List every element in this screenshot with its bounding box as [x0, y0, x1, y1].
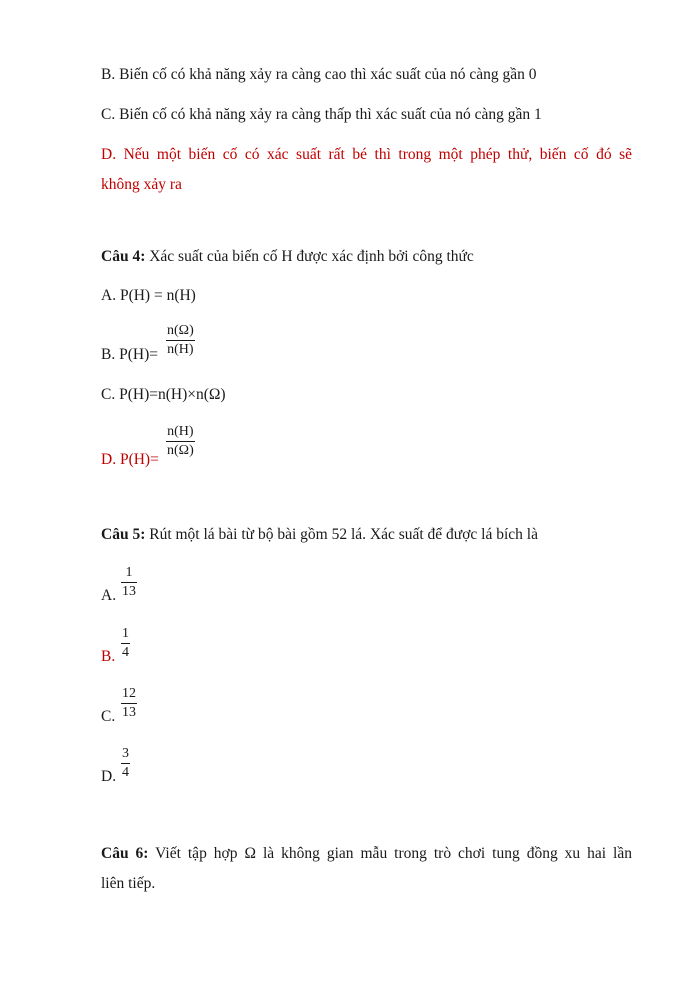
question-4-label: Câu 4:: [101, 248, 146, 265]
fraction-bar: [121, 703, 137, 704]
fraction-bar: [166, 441, 195, 442]
q5-option-d-fraction: [121, 746, 130, 781]
fraction-bar: [121, 763, 130, 764]
question-5-label: Câu 5:: [101, 526, 146, 543]
q5-option-b-fraction: [121, 626, 130, 661]
option-d-prev-line2: không xảy ra: [101, 176, 182, 193]
fraction-denominator: 4: [122, 645, 129, 660]
fraction-denominator: 13: [122, 584, 136, 599]
fraction-numerator: n(H): [167, 424, 194, 439]
q5-option-a-fraction: [121, 565, 137, 600]
fraction-bar: [166, 340, 195, 341]
q4-option-b-fraction: [166, 323, 195, 358]
question-5-text: Rút một lá bài từ bộ bài gồm 52 lá. Xác suất để được lá bích là: [145, 526, 538, 543]
question-5: [101, 526, 538, 544]
question-6-line1: [101, 845, 632, 863]
fraction-numerator: n(Ω): [167, 323, 194, 338]
q5-option-a-prefix: A.: [101, 587, 117, 604]
fraction-denominator: n(Ω): [167, 443, 194, 458]
fraction-numerator: 1: [122, 626, 129, 641]
fraction-numerator: 3: [122, 746, 129, 761]
q5-option-d-prefix: D.: [101, 768, 117, 785]
question-6-text: Viết tập hợp Ω là không gian mẫu trong trò chơi tung đồng xu hai lần: [148, 845, 632, 862]
question-6-label: Câu 6:: [101, 845, 149, 862]
q5-option-b-prefix: B.: [101, 648, 116, 665]
q5-option-c-fraction: [121, 686, 137, 721]
fraction-denominator: 13: [122, 705, 136, 720]
fraction-numerator: 12: [122, 686, 136, 701]
fraction-denominator: 4: [122, 765, 129, 780]
fraction-bar: [121, 582, 137, 583]
question-4: [101, 248, 474, 266]
q4-option-d-prefix: D. P(H)=: [101, 451, 159, 468]
q4-option-d-fraction: [166, 424, 195, 459]
q4-option-c: C. P(H)=n(H)×n(Ω): [101, 386, 226, 403]
fraction-numerator: 1: [125, 565, 133, 580]
option-d-prev-line1: D. Nếu một biến cố có xác suất rất bé thì trong một phép thử, biến cố đó sẽ: [101, 146, 632, 163]
option-c-prev: C. Biến cố có khả năng xảy ra càng thấp thì xác suất của nó càng gần 1: [101, 106, 542, 123]
q5-option-c-prefix: C.: [101, 708, 116, 725]
q4-option-a: A. P(H) = n(H): [101, 287, 196, 304]
fraction-bar: [121, 643, 130, 644]
question-4-text: Xác suất của biến cố H được xác định bởi công thức: [145, 248, 474, 265]
option-b-prev: B. Biến cố có khả năng xảy ra càng cao thì xác suất của nó càng gần 0: [101, 66, 537, 83]
question-6-line2: liên tiếp.: [101, 875, 156, 892]
q4-option-b-prefix: B. P(H)=: [101, 346, 158, 363]
fraction-denominator: n(H): [167, 342, 194, 357]
